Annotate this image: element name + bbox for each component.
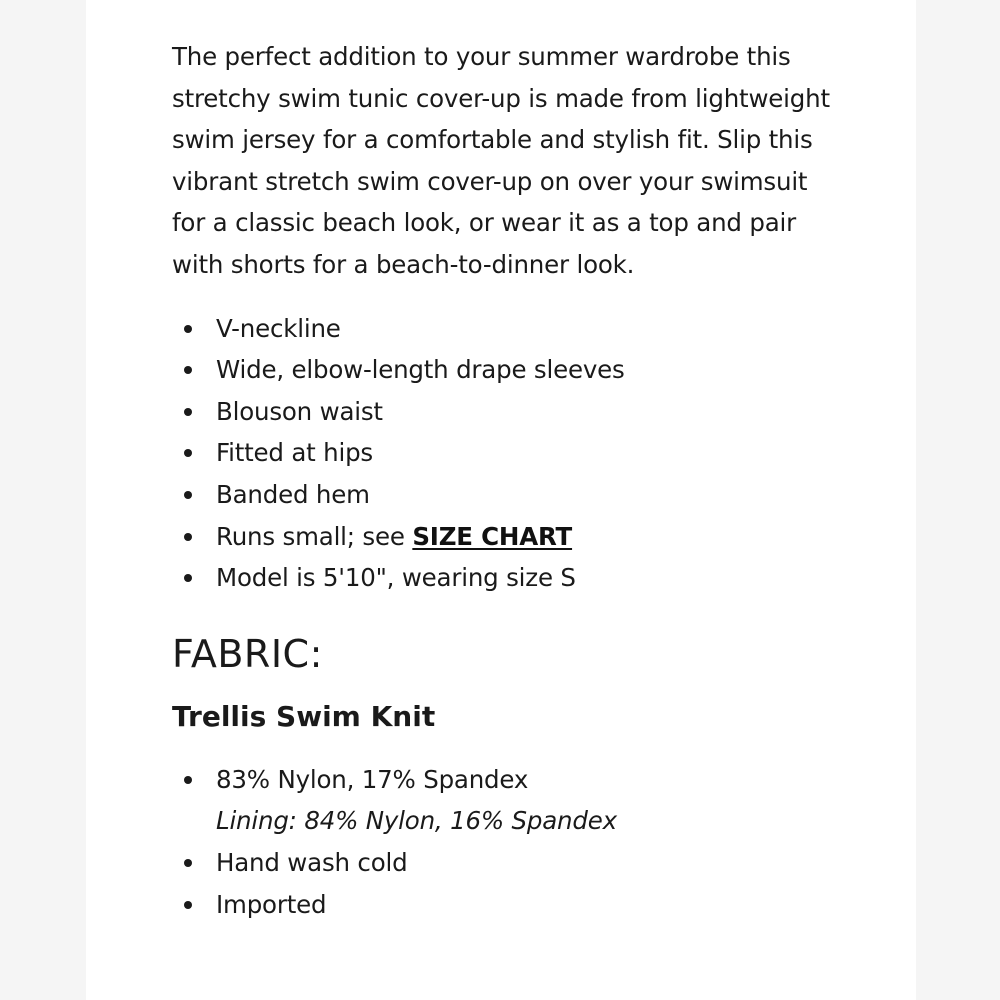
feature-text: V-neckline — [216, 313, 341, 343]
bullet-icon — [184, 408, 192, 416]
feature-text: Blouson waist — [216, 396, 383, 426]
feature-text: Banded hem — [216, 479, 370, 509]
list-item — [172, 842, 832, 884]
list-item — [172, 432, 832, 474]
fabric-composition: 83% Nylon, 17% Spandex — [216, 764, 529, 794]
list-item — [172, 474, 832, 516]
bullet-icon — [184, 574, 192, 582]
feature-list — [172, 308, 832, 599]
product-description: The perfect addition to your summer wardrobe this stretchy swim tunic cover-up is made from lightweight swim jersey for a comfortable and stylish fit. Slip this vibrant stretch swim cover-up on over your swimsuit for a classic beach look, or wear it as a top and pair with shorts for a beach-to-dinner look. — [172, 42, 830, 279]
product-details — [172, 36, 832, 925]
size-note-text: Runs small; see — [216, 521, 413, 551]
list-item — [172, 884, 832, 926]
list-item — [172, 308, 832, 350]
bullet-icon — [184, 901, 192, 909]
list-item — [172, 516, 832, 558]
feature-text: Wide, elbow-length drape sleeves — [216, 355, 625, 385]
care-instructions: Hand wash cold — [216, 847, 408, 877]
fabric-name: Trellis Swim Knit — [172, 699, 436, 733]
bullet-icon — [184, 325, 192, 333]
bullet-icon — [184, 859, 192, 867]
fabric-list — [172, 759, 832, 925]
bullet-icon — [184, 533, 192, 541]
fabric-heading: FABRIC: — [172, 631, 323, 676]
origin-text: Imported — [216, 889, 327, 919]
bullet-icon — [184, 491, 192, 499]
bullet-icon — [184, 366, 192, 374]
size-chart-link[interactable]: SIZE CHART — [412, 521, 573, 551]
list-item — [172, 759, 832, 842]
bullet-icon — [184, 776, 192, 784]
lining-composition: Lining: 84% Nylon, 16% Spandex — [216, 806, 617, 836]
model-note-text: Model is 5'10", wearing size S — [216, 563, 576, 593]
list-item — [172, 391, 832, 433]
bullet-icon — [184, 449, 192, 457]
list-item — [172, 557, 832, 599]
feature-text: Fitted at hips — [216, 438, 374, 468]
list-item — [172, 349, 832, 391]
